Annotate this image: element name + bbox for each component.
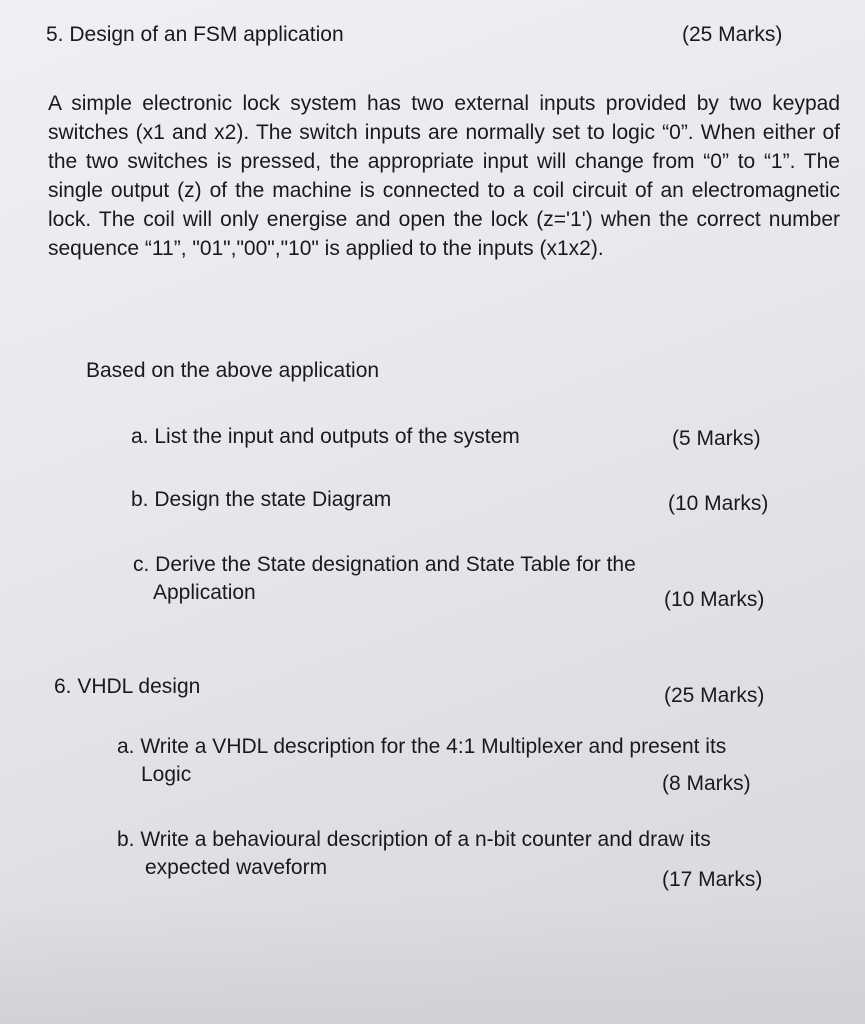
q5-part-c: c. Derive the State designation and State Table for the [133, 553, 636, 576]
q6-part-a: a. Write a VHDL description for the 4:1 Multiplexer and present its [117, 735, 727, 758]
page-shadow [0, 900, 865, 1024]
q5-part-b-marks: (10 Marks) [668, 492, 769, 515]
q5-part-a: a. List the input and outputs of the system [131, 425, 520, 448]
q5-part-c-line2: Application [153, 581, 256, 604]
q5-title: 5. Design of an FSM application [46, 23, 344, 46]
q5-marks: (25 Marks) [682, 23, 783, 46]
q6-marks: (25 Marks) [664, 684, 765, 707]
q5-paragraph: A simple electronic lock system has two external inputs provided by two keypad switches (x1 and x2). The switch inputs are normally set to logic “0”. When either of the two switches is pressed, the appropriate input will change from “0” to “1”. The single output (z) of the machine is connected to a coil circuit of an electromagnetic lock. The coil will only energise and open the lock (z='1') when the correct number sequence “11”, "01","00","10" is applied to the inputs (x1x2). [48, 92, 840, 260]
q6-part-a-marks: (8 Marks) [662, 772, 751, 795]
q6-part-b-line2: expected waveform [145, 856, 328, 879]
q5-part-b: b. Design the state Diagram [131, 488, 392, 511]
q5-part-c-marks: (10 Marks) [664, 588, 765, 611]
q6-title: 6. VHDL design [54, 675, 201, 698]
q6-part-b-marks: (17 Marks) [662, 868, 763, 891]
q6-part-a-line2: Logic [141, 763, 192, 786]
q5-intro: Based on the above application [86, 359, 380, 382]
q6-part-b: b. Write a behavioural description of a n-bit counter and draw its [117, 828, 711, 851]
q5-part-a-marks: (5 Marks) [672, 427, 761, 450]
